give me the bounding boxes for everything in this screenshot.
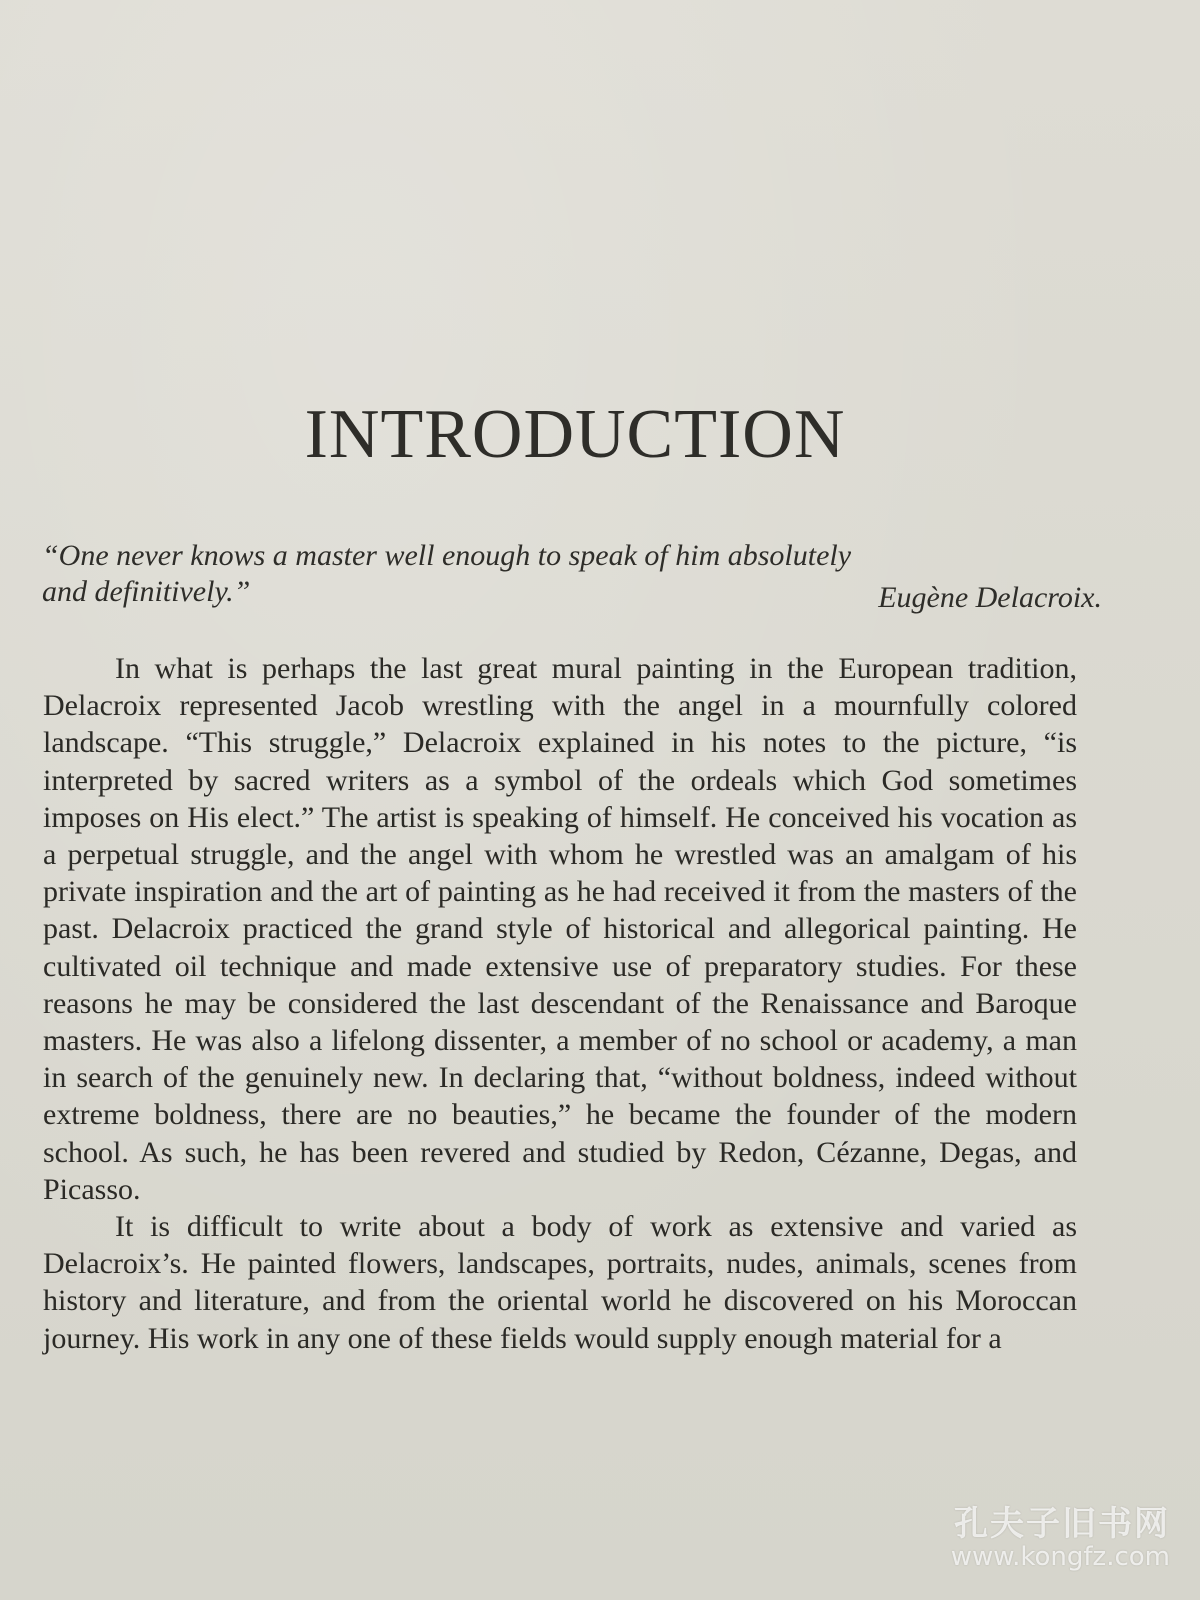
paragraph-2: It is difficult to write about a body of work as extensive and varied as Delacroix’s. He painted flowers, landscapes, portraits, nudes, animals, scenes from history and literature, and from the oriental world he discovered on his Moroccan journey. His work in any one of these fields would supply enough material for a — [43, 1210, 1077, 1355]
watermark-chinese-text: 孔夫子旧书网 — [954, 1504, 1170, 1545]
chapter-title: INTRODUCTION — [304, 396, 846, 473]
epigraph — [42, 538, 1102, 614]
body-text — [43, 650, 1077, 1357]
paragraph-1: In what is perhaps the last great mural painting in the European tradition, Delacroix represented Jacob wrestling with the angel in a mournfully colored landscape. “This struggle,” Delacroix explained in his notes to the picture, “is interpreted by sacred writers as a symbol of the ordeals which God sometimes imposes on His elect.” The artist is speaking of himself. He conceived his vocation as a perpetual struggle, and the angel with whom he wrestled was an amalgam of his private inspiration and the art of painting as he had received it from the masters of the past. Delacroix practiced the grand style of historical and allegorical painting. He cultivated oil technique and made extensive use of preparatory studies. For these reasons he may be considered the last descendant of the Renaissance and Baroque masters. He was also a lifelong dissenter, a member of no school or academy, a man in search of the genuinely new. In declaring that, “without boldness, indeed without extreme boldness, there are no beauties,” he became the founder of the modern school. As such, he has been revered and studied by Redon, Cézanne, Degas, and Picasso. — [43, 652, 1077, 1206]
watermark — [951, 1506, 1170, 1572]
epigraph-attribution-row — [42, 574, 1102, 614]
epigraph-author: Eugène Delacroix. — [878, 581, 1102, 614]
epigraph-line-1: “One never knows a master well enough to speak of him absolutely — [42, 539, 852, 572]
watermark-url: www.kongfz.com — [950, 1542, 1170, 1573]
epigraph-line-2: and definitively.” — [42, 575, 251, 608]
